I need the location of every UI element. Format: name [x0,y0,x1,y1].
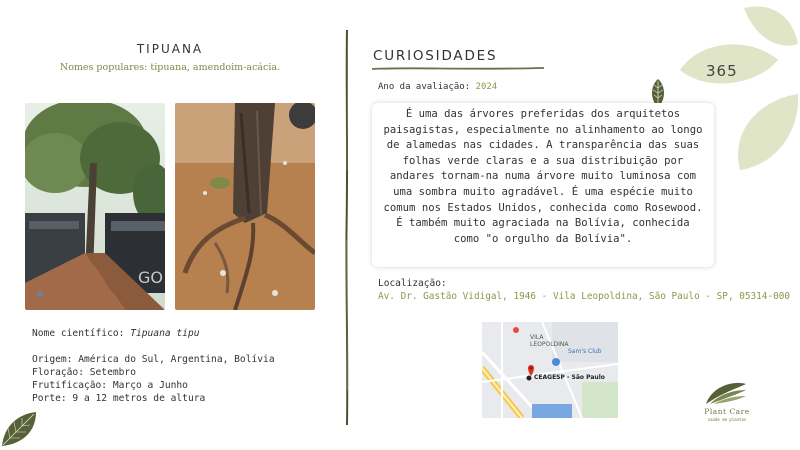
scientific-name-label: Nome científico: [32,328,125,339]
species-title: TIPUANA [136,42,204,56]
fruiting-text: Frutificação: Março a Junho [32,380,188,391]
plant-care-logo-icon [704,380,748,406]
scientific-name-value: Tipuana tipu [130,328,200,339]
description-card [372,103,714,267]
size-text: Porte: 9 a 12 metros de altura [32,393,206,404]
section-heading: CURIOSIDADES [373,48,498,64]
location-map[interactable] [482,322,618,418]
popular-names: Nomes populares: tipuana, amendoim-acácia. [59,62,281,73]
heading-underline [372,66,544,72]
logo-tagline: saúde em plantas [707,417,747,422]
evaluation-label: Ano da avaliação: [378,82,471,92]
tree-photo-trunk [175,103,315,310]
flowering-text: Floração: Setembro [32,367,136,378]
evaluation-year [378,82,497,92]
tree-photo-street [25,103,165,310]
leaf-decoration-bottom-left [0,408,40,450]
scientific-name [32,328,200,341]
origin-text: Origem: América do Sul, Argentina, Bolívia [32,354,275,365]
column-divider [344,30,350,425]
logo-name: Plant Care [704,407,750,416]
svg-text:GO: GO [138,268,163,287]
description-text: É uma das árvores preferidas dos arquitetos paisagistas, especialmente no alinhamento ao longo de alamedas nas cidades. A transparência das suas folhas verde claras e a sua distribuição por andares tornam-na numa árvore muito luminosa com uma sombra muito agradável. É uma espécie muito comum nos Estados Unidos, conhecida como Rosewood. É também muito agraciada na Bolívia, conhecida como "o orgulho da Bolívia". [383,108,703,245]
location-address: Av. Dr. Gastão Vidigal, 1946 - Vila Leopoldina, São Paulo - SP, 05314-000 [378,291,791,302]
evaluation-value: 2024 [475,82,498,92]
map-store-label: Sam's Club [568,348,602,355]
map-district-label: VILA LEOPOLDINA [530,334,569,348]
map-place-label: CEAGESP - São Paulo [534,374,605,381]
badge-number: 365 [706,62,738,80]
location-label: Localização: [378,278,447,289]
